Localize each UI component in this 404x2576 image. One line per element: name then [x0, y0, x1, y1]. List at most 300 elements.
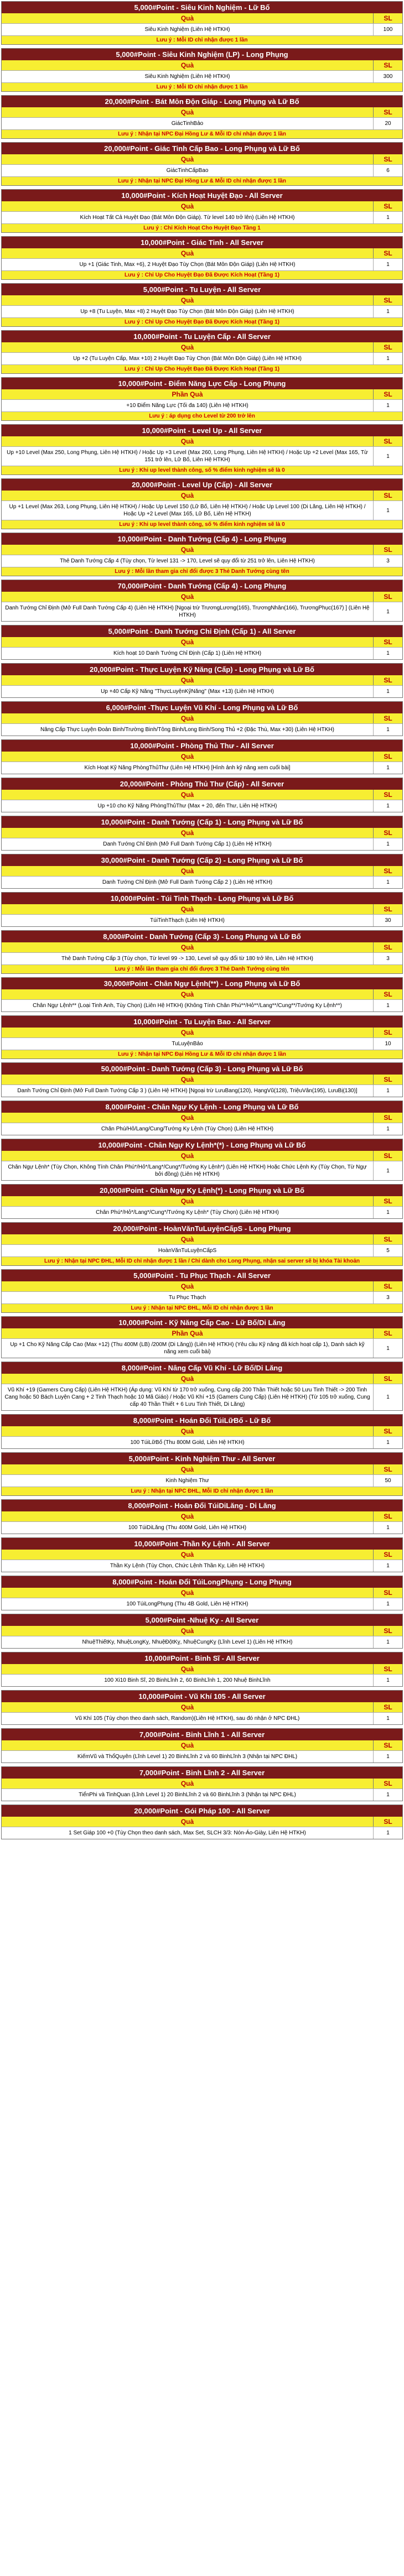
package-title: 5,000#Point -Nhuệ Ky - All Server: [2, 1614, 402, 1626]
package-header-row: [2, 1626, 402, 1636]
reward-qty: 1: [373, 1636, 402, 1648]
package-note: Lưu ý : Nhận tại NPC Đại Hồng Lư & Mỗi ID chỉ nhận được 1 lần: [2, 129, 402, 138]
reward-row: [2, 164, 402, 176]
header-qua: Quà: [180, 829, 194, 837]
reward-text: GiácTinhBảo: [171, 121, 204, 127]
header-qua: Quà: [180, 1427, 194, 1435]
package-box: [1, 533, 403, 576]
reward-row: [2, 1084, 402, 1097]
reward-text: Chân Ngự Lệnh* (Tùy Chọn, Không Tính Chân Phú*/Hỏ*/Lang*/Cung*/Tướng Ky Lệnh*) (Liên Hệ HTKH) Hoặc Chức Lệnh Ky (Tùy Chọn, Từ Ngự bởi đồng) (Liên Hệ HTKH): [8, 1164, 367, 1177]
header-sl: SL: [373, 1588, 402, 1598]
reward-qty: 50: [373, 1475, 402, 1487]
reward-text: Thần Ky Lệnh (Tùy Chọn, Chức Lệnh Thần Ky, Liên Hệ HTKH): [110, 1563, 265, 1569]
package-title: 10,000#Point - Tu Luyện Cấp - All Server: [2, 331, 402, 342]
package-box: [1, 778, 403, 812]
package-header-row: [2, 60, 402, 70]
header-sl: SL: [373, 1817, 402, 1827]
package-header-row: [2, 545, 402, 555]
reward-qty: 1: [373, 838, 402, 850]
reward-row: [2, 399, 402, 411]
package-header-row: [2, 1374, 402, 1384]
header-qua: Quà: [180, 1152, 194, 1160]
package-box: [1, 1139, 403, 1181]
header-qua: Quà: [180, 1466, 194, 1473]
reward-row: [2, 1436, 402, 1448]
header-qua: Quà: [180, 155, 194, 163]
header-sl: SL: [373, 1779, 402, 1788]
package-title: 8,000#Point - Chân Ngự Ky Lệnh - Long Phụng và Lữ Bố: [2, 1101, 402, 1113]
package-title: 6,000#Point -Thực Luyện Vũ Khí - Long Phụng và Lữ Bố: [2, 702, 402, 713]
package-box: [1, 1499, 403, 1534]
package-title: 30,000#Point - Chân Ngự Lệnh(**) - Long Phụng và Lữ Bố: [2, 978, 402, 989]
package-header-row: [2, 107, 402, 117]
package-title: 10,000#Point - Điểm Năng Lực Cấp - Long Phụng: [2, 378, 402, 389]
header-qua: Quà: [180, 676, 194, 684]
reward-row: [2, 1037, 402, 1050]
reward-text: Up +1 Level (Max 263, Long Phụng, Liên Hệ HTKH) / Hoặc Up Level 150 (Lữ Bố, Liên Hệ HTKH) / Hoặc Up Level 100 (Di Lăng, Liên Hệ HTKH) / Hoặc Up +2 Level (Max 165, Lữ Bố, Liên Hệ HTKH): [9, 504, 366, 517]
package-header-row: [2, 592, 402, 602]
package-header-row: [2, 637, 402, 647]
header-qua: Quà: [180, 1076, 194, 1083]
header-qua: Quà: [180, 202, 194, 210]
reward-qty: 10: [373, 1038, 402, 1050]
package-note: Lưu ý : Chỉ Kích Hoạt Cho Huyệt Đạo Tầng 1: [2, 223, 402, 232]
reward-text: Danh Tướng Chỉ Định (Mở Full Danh Tướng Cấp 1) (Liên Hệ HTKH): [103, 841, 272, 847]
reward-row: [2, 1521, 402, 1534]
reward-text: Kinh Nghiệm Thư: [165, 1478, 209, 1484]
package-title: 10,000#Point - Phòng Thủ Thư - All Server: [2, 740, 402, 752]
reward-row: [2, 762, 402, 774]
header-qua: Quà: [180, 492, 194, 499]
reward-qty: 1: [373, 447, 402, 466]
package-box: [1, 95, 403, 139]
reward-text: Danh Tướng Chỉ Định (Mở Full Danh Tướng Cấp 3 ) (Liên Hệ HTKH) [Ngoại trừ LưuBang(120), HạngVũ(128), TriệuVân(195), LưuBị(130)]: [17, 1088, 358, 1094]
header-qua: Quà: [180, 249, 194, 257]
header-sl: SL: [373, 675, 402, 685]
package-box: [1, 1062, 403, 1097]
header-qua: Quà: [180, 1627, 194, 1635]
reward-text: Vũ Khí +19 (Gamers Cung Cấp) (Liên Hệ HTKH) (Áp dụng: Vũ Khí từ 170 trở xuống, Cung cấp 200 Thần Thiết hoặc 50 Lưu Tinh Thiết -> 200 Tinh Cang hoặc 50 Bách Luyện Cang + 2 Tinh Thạch hoặc 10 Mã Giáo) / Hoặc Vũ Khí +15 (Gamers Cung Cấp) (Liên Hệ HTKH) (Từ 105 trở xuống, Cung cấp 40 Thần Thiết + 6 Lưu Tinh Thiết, Di Lăng): [4, 1387, 370, 1407]
reward-text: Chân Ngự Lệnh** (Loại Tinh Anh, Tùy Chọn) (Liên Hệ HTKH) (Không Tính Chân Phú**/Hỏ**/Lang**/Cung**/Tướng Ky Lệnh**): [33, 1003, 342, 1009]
package-title: 10,000#Point - Giác Tinh - All Server: [2, 237, 402, 248]
package-title: 20,000#Point - Phòng Thủ Thư (Cấp) - All Server: [2, 778, 402, 790]
reward-qty: 1: [373, 800, 402, 812]
package-box: [1, 236, 403, 280]
package-note: Lưu ý : Mỗi ID chỉ nhận được 1 lần: [2, 82, 402, 91]
reward-qty: 1: [373, 1560, 402, 1572]
reward-row: [2, 876, 402, 888]
package-header-row: [2, 342, 402, 352]
package-note: Lưu ý : Khi up level thành công, số % điểm kinh nghiệm sẽ là 0: [2, 466, 402, 474]
package-header-row: [2, 1151, 402, 1161]
reward-qty: 1: [373, 306, 402, 317]
header-qua: Quà: [180, 546, 194, 554]
header-qua: Quà: [180, 715, 194, 722]
package-title: 5,000#Point - Siêu Kinh Nghiệm - Lữ Bố: [2, 2, 402, 13]
package-header-row: [2, 713, 402, 723]
package-box: [1, 377, 403, 421]
header-sl: SL: [373, 1626, 402, 1636]
reward-row: [2, 1206, 402, 1218]
header-qua: Quà: [180, 296, 194, 304]
header-sl: SL: [373, 107, 402, 117]
reward-qty: 3: [373, 1292, 402, 1303]
header-sl: SL: [373, 1281, 402, 1291]
reward-row: [2, 952, 402, 964]
reward-qty: 1: [373, 1827, 402, 1839]
reward-row: [2, 1560, 402, 1572]
header-qua: Quà: [180, 1665, 194, 1673]
reward-row: [2, 352, 402, 364]
header-qua: Quà: [180, 1703, 194, 1711]
package-title: 20,000#Point - HoànVănTuLuyệnCấpS - Long Phụng: [2, 1223, 402, 1234]
reward-row: [2, 800, 402, 812]
package-header-row: [2, 295, 402, 305]
reward-row: [2, 23, 402, 35]
header-sl: SL: [373, 1234, 402, 1244]
reward-row: [2, 1598, 402, 1610]
header-sl: SL: [373, 989, 402, 999]
package-note: Lưu ý : áp dụng cho Level từ 200 trở lên: [2, 411, 402, 420]
package-title: 20,000#Point - Thực Luyện Kỹ Năng (Cấp) - Long Phụng và Lữ Bố: [2, 664, 402, 675]
header-sl: SL: [373, 1464, 402, 1474]
reward-text: Kích hoạt 10 Danh Tướng Chỉ Định (Cấp 1) (Liên Hệ HTKH): [113, 650, 262, 656]
header-sl: SL: [373, 1740, 402, 1750]
reward-row: [2, 1123, 402, 1135]
package-note: Lưu ý : Mỗi lần tham gia chỉ đổi được 3 Thẻ Danh Tướng cùng tên: [2, 567, 402, 576]
header-sl: SL: [373, 60, 402, 70]
header-sl: SL: [373, 1075, 402, 1084]
reward-qty: 30: [373, 915, 402, 926]
header-sl: SL: [373, 248, 402, 258]
reward-text: 100 TúiDiLăng (Thu 400M Gold, Liên Hệ HTKH): [128, 1525, 247, 1531]
package-note: Lưu ý : Mỗi lần tham gia chỉ đổi được 3 Thẻ Danh Tướng cùng tên: [2, 964, 402, 973]
header-sl: SL: [373, 154, 402, 164]
reward-qty: 1: [373, 1675, 402, 1686]
reward-qty: 6: [373, 165, 402, 176]
reward-qty: 1: [373, 1207, 402, 1218]
reward-text: Up +2 (Tu Luyện Cấp, Max +10) 2 Huyệt Đạo Tùy Chọn (Bát Môn Độn Giáp) (Liên Hệ HTKH): [73, 356, 302, 362]
reward-text: 100 TúiLữBố (Thu 800M Gold, Liên Hệ HTKH): [130, 1440, 245, 1446]
package-header-row: [2, 790, 402, 800]
header-sl: SL: [373, 1374, 402, 1384]
package-box: [1, 1, 403, 45]
package-header-row: [2, 1817, 402, 1827]
header-qua: Quà: [180, 791, 194, 799]
reward-text: +10 Điểm Năng Lực (Tối đa 140) (Liên Hệ HTKH): [126, 403, 248, 409]
package-title: 10,000#Point - Kỹ Năng Cấp Cao - Lữ Bố/Di Lăng: [2, 1317, 402, 1328]
package-box: [1, 142, 403, 186]
reward-qty: 1: [373, 877, 402, 888]
reward-row: [2, 685, 402, 697]
reward-text: Up +10 Level (Max 250, Long Phụng, Liên Hệ HTKH) / Hoặc Up +3 Level (Max 260, Long Phụng, Liên Hệ HTKH) / Hoặc Up +2 Level (Max 165, Từ 151 trở lên, Lữ Bố, Liên Hệ HTKH): [7, 450, 368, 463]
reward-qty: 1: [373, 1085, 402, 1097]
package-box: [1, 663, 403, 698]
package-title: 10,000#Point - Binh Sĩ - All Server: [2, 1652, 402, 1664]
package-header-row: [2, 989, 402, 999]
reward-qty: 1: [373, 212, 402, 223]
package-title: 20,000#Point - Level Up (Cấp) - All Server: [2, 479, 402, 491]
reward-row: [2, 999, 402, 1011]
package-header-row: [2, 1740, 402, 1750]
header-sl: SL: [373, 713, 402, 723]
package-header-row: [2, 201, 402, 211]
reward-text: KiếmVũ và ThổQuyên (Lĩnh Level 1) 20 BinhLĩnh 2 và 60 BinhLĩnh 3 (Nhận tại NPC ĐHL): [77, 1754, 298, 1760]
header-sl: SL: [373, 1664, 402, 1674]
reward-qty: 1: [373, 724, 402, 736]
reward-qty: 1: [373, 648, 402, 659]
header-qua: Quà: [180, 14, 194, 22]
package-header-row: [2, 675, 402, 685]
package-note: Lưu ý : Nhận tại NPC ĐHL, Mỗi ID chỉ nhận được 1 lần / Chỉ dành cho Long Phụng, nhận sai server sẽ bị khóa Tài khoản: [2, 1256, 402, 1265]
header-sl: SL: [373, 436, 402, 446]
header-qua: Quà: [180, 1235, 194, 1243]
header-sl: SL: [373, 592, 402, 602]
reward-row: [2, 1712, 402, 1724]
package-title: 7,000#Point - Binh Lĩnh 2 - All Server: [2, 1767, 402, 1779]
package-title: 8,000#Point - Danh Tướng (Cấp 3) - Long Phụng và Lữ Bố: [2, 931, 402, 942]
reward-text: Nâng Cấp Thực Luyện Đoản Binh/Trường Binh/Tông Binh/Long Binh/Song Thủ +2 (Đặc Thù, Max +30) (Liên Hệ HTKH): [40, 727, 334, 733]
package-title: 5,000#Point - Danh Tướng Chỉ Định (Cấp 1) - All Server: [2, 625, 402, 637]
header-sl: SL: [373, 1196, 402, 1206]
reward-row: [2, 555, 402, 567]
header-qua: Quà: [180, 1818, 194, 1826]
reward-row: [2, 1750, 402, 1762]
header-qua: Quà: [180, 1551, 194, 1558]
package-title: 8,000#Point - Hoán Đổi TúiLongPhụng - Long Phụng: [2, 1576, 402, 1588]
reward-text: Up +1 (Giác Tinh, Max +6), 2 Huyệt Đạo Tùy Chọn (Bát Môn Độn Giáp) (Liên Hệ HTKH): [79, 262, 296, 268]
reward-row: [2, 1338, 402, 1358]
package-box: [1, 1537, 403, 1572]
package-header-row: [2, 1075, 402, 1084]
reward-row: [2, 1384, 402, 1410]
header-qua: Quà: [180, 61, 194, 69]
header-sl: SL: [373, 1426, 402, 1436]
header-qua: Quà: [180, 343, 194, 351]
header-sl: SL: [373, 637, 402, 647]
reward-text: TiểnPhi và TinhQuan (Lĩnh Level 1) 20 BinhLĩnh 2 và 60 BinhLĩnh 3 (Nhận tại NPC ĐHL): [79, 1792, 296, 1798]
reward-text: Chân Phú/Hỏ/Lang/Cung/Tướng Ky Lệnh (Tùy Chọn) (Liên Hệ HTKH): [101, 1126, 274, 1132]
package-note: Lưu ý : Nhận tại NPC ĐHL, Mỗi ID chỉ nhận được 1 lần: [2, 1487, 402, 1495]
package-header-row: [2, 1328, 402, 1338]
package-box: [1, 1184, 403, 1219]
package-note: Lưu ý : Chỉ Up Cho Huyệt Đạo Đã Được Kích Hoạt (Tầng 1): [2, 317, 402, 326]
header-sl: SL: [373, 904, 402, 914]
header-qua: Phần Quà: [172, 1329, 203, 1337]
reward-row: [2, 647, 402, 659]
package-title: 10,000#Point - Túi Tinh Thạch - Long Phụng và Lữ Bố: [2, 893, 402, 904]
header-qua: Quà: [180, 1197, 194, 1205]
package-title: 70,000#Point - Danh Tướng (Cấp 4) - Long Phụng: [2, 580, 402, 592]
reward-qty: 3: [373, 555, 402, 567]
package-box: [1, 478, 403, 529]
package-box: [1, 1690, 403, 1725]
reward-qty: 1: [373, 1161, 402, 1180]
header-sl: SL: [373, 201, 402, 211]
header-qua: Quà: [180, 753, 194, 760]
reward-text: Thẻ Danh Tướng Cấp 3 (Tùy chọn, Từ level 99 -> 130, Level sẽ quy đổi từ 180 trở lên, Liên Hệ HTKH): [61, 956, 313, 962]
reward-qty: 1: [373, 400, 402, 411]
reward-text: Up +40 Cấp Kỹ Năng "ThựcLuyệnKỹNăng" (Max +13) (Liên Hệ HTKH): [101, 689, 274, 695]
reward-text: Kích Hoạt Kỹ Năng PhòngThủThư (Liên Hệ HTKH) [Hình ảnh kỹ năng xem cuối bài]: [84, 765, 291, 771]
header-qua: Quà: [180, 437, 194, 445]
package-title: 10,000#Point - Level Up - All Server: [2, 425, 402, 436]
header-qua: Quà: [180, 1114, 194, 1122]
reward-qty: 1: [373, 1713, 402, 1724]
header-qua: Quà: [180, 867, 194, 875]
package-header-row: [2, 1113, 402, 1123]
header-sl: SL: [373, 1702, 402, 1712]
package-box: [1, 48, 403, 92]
reward-text: Siêu Kinh Nghiệm (Liên Hệ HTKH): [144, 74, 230, 80]
reward-qty: 100: [373, 24, 402, 35]
reward-row: [2, 1674, 402, 1686]
package-header-row: [2, 1511, 402, 1521]
package-box: [1, 1652, 403, 1687]
reward-text: Up +8 (Tu Luyện, Max +8) 2 Huyệt Đạo Tùy Chọn (Bát Môn Độn Giáp) (Liên Hệ HTKH): [80, 309, 294, 315]
package-title: 5,000#Point - Kinh Nghiệm Thư - All Server: [2, 1453, 402, 1464]
reward-row: [2, 1474, 402, 1487]
package-note: Lưu ý : Nhận tại NPC ĐHL, Mỗi ID chỉ nhận được 1 lần: [2, 1303, 402, 1312]
package-header-row: [2, 154, 402, 164]
package-title: 10,000#Point - Chân Ngự Ky Lệnh*(*) - Long Phụng và Lữ Bố: [2, 1139, 402, 1151]
package-header-row: [2, 248, 402, 258]
reward-text: NhuệThiếtKy, NhuệLongKỵ, NhuệĐộtKỵ, NhuệCungKỵ (Lĩnh Level 1) (Liên Hệ HTKH): [82, 1639, 293, 1645]
header-sl: SL: [373, 389, 402, 399]
package-title: 10,000#Point - Vũ Khí 105 - All Server: [2, 1691, 402, 1702]
header-sl: SL: [373, 13, 402, 23]
package-box: [1, 1222, 403, 1266]
package-title: 30,000#Point - Danh Tướng (Cấp 2) - Long Phụng và Lữ Bố: [2, 854, 402, 866]
reward-qty: 1: [373, 1751, 402, 1762]
package-title: 7,000#Point - Binh Lĩnh 1 - All Server: [2, 1729, 402, 1740]
package-box: [1, 1728, 403, 1763]
header-sl: SL: [373, 828, 402, 838]
header-qua: Quà: [180, 593, 194, 601]
package-header-row: [2, 752, 402, 762]
header-sl: SL: [373, 491, 402, 500]
reward-qty: 1: [373, 1123, 402, 1135]
package-title: 10,000#Point - Danh Tướng (Cấp 1) - Long Phụng và Lữ Bố: [2, 816, 402, 828]
package-header-row: [2, 436, 402, 446]
package-box: [1, 892, 403, 927]
reward-qty: 1: [373, 259, 402, 270]
package-box: [1, 189, 403, 233]
reward-qty: 1: [373, 1789, 402, 1801]
package-box: [1, 1452, 403, 1496]
package-box: [1, 930, 403, 974]
reward-qty: 1: [373, 353, 402, 364]
header-qua: Quà: [180, 1589, 194, 1597]
package-header-row: [2, 13, 402, 23]
reward-text: Danh Tướng Chỉ Định (Mở Full Danh Tướng Cấp 4) (Liên Hệ HTKH) [Ngoại trừ TrươngLương(165), TrươngNhân(166), TrươngPhục(167) ] (Liên Hệ HTKH): [5, 605, 370, 618]
reward-row: [2, 723, 402, 736]
package-title: 5,000#Point - Tu Phục Thạch - All Server: [2, 1270, 402, 1281]
reward-qty: 1: [373, 1384, 402, 1410]
package-box: [1, 1269, 403, 1313]
package-title: 10,000#Point - Kích Hoạt Huyệt Đạo - All Server: [2, 190, 402, 201]
header-sl: SL: [373, 752, 402, 762]
package-box: [1, 1614, 403, 1649]
header-qua: Phần Quà: [172, 390, 203, 398]
package-title: 20,000#Point - Chân Ngự Ky Lệnh(*) - Long Phụng và Lữ Bố: [2, 1185, 402, 1196]
package-box: [1, 1362, 403, 1411]
package-title: 8,000#Point - Nâng Cấp Vũ Khí - Lữ Bố/Di Lăng: [2, 1362, 402, 1374]
package-title: 5,000#Point - Siêu Kinh Nghiệm (LP) - Long Phụng: [2, 49, 402, 60]
package-header-row: [2, 904, 402, 914]
header-sl: SL: [373, 342, 402, 352]
reward-qty: 1: [373, 686, 402, 697]
reward-row: [2, 1788, 402, 1801]
package-box: [1, 739, 403, 774]
package-header-row: [2, 1702, 402, 1712]
package-box: [1, 1805, 403, 1839]
package-box: [1, 1015, 403, 1059]
header-qua: Quà: [180, 1780, 194, 1787]
reward-row: [2, 500, 402, 520]
reward-row: [2, 1636, 402, 1648]
reward-text: 100 TúiLongPhụng (Thu 4B Gold, Liên Hệ HTKH): [126, 1601, 248, 1607]
header-sl: SL: [373, 1511, 402, 1521]
package-header-row: [2, 1464, 402, 1474]
package-title: 20,000#Point - Gói Pháp 100 - All Server: [2, 1805, 402, 1817]
reward-qty: 1: [373, 762, 402, 774]
reward-text: Chân Phú*/Hỏ*/Lang*/Cung*/Tướng Ky Lệnh* (Tùy Chọn) (Liên Hệ HTKH): [96, 1209, 279, 1216]
package-note: Lưu ý : Mỗi ID chỉ nhận được 1 lần: [2, 35, 402, 44]
package-title: 8,000#Point - Hoán Đổi TúiDiLăng - Di Lăng: [2, 1500, 402, 1511]
reward-row: [2, 258, 402, 270]
reward-text: Kích Hoạt Tất Cả Huyệt Đạo (Bát Môn Độn Giáp). Từ level 140 trở lên) (Liên Hệ HTKH): [80, 215, 295, 221]
reward-text: Up +1 Cho Kỹ Năng Cấp Cao (Max +12) (Thu 400M (LB) /200M (Di Lăng)) (Liên Hệ HTKH) (Yêu cầu Kỹ năng đã kích hoạt cấp 1), Danh sách kỹ năng xem cuối bài): [10, 1342, 365, 1355]
header-qua: Quà: [180, 1029, 194, 1036]
reward-qty: 1: [373, 1339, 402, 1358]
package-box: [1, 283, 403, 327]
header-qua: Quà: [180, 1282, 194, 1290]
package-box: [1, 1414, 403, 1449]
header-sl: SL: [373, 790, 402, 800]
reward-text: 1 Set Giáp 100 +0 (Tùy Chọn theo danh sách, Max Set, SLCH 3/3: Nón-Áo-Giày, Liên Hệ HTKH): [69, 1830, 306, 1836]
package-box: [1, 580, 403, 622]
package-note: Lưu ý : Chỉ Up Cho Huyệt Đạo Đã Được Kích Hoạt (Tầng 1): [2, 270, 402, 279]
package-header-row: [2, 1234, 402, 1244]
header-qua: Quà: [180, 905, 194, 913]
package-title: 10,000#Point -Thần Ky Lệnh - All Server: [2, 1538, 402, 1550]
reward-row: [2, 602, 402, 621]
reward-text: Thẻ Danh Tướng Cấp 4 (Tùy chọn, Từ level 131 -> 170, Level sẽ quy đổi từ 251 trở lên, Liên Hệ HTKH): [60, 558, 315, 564]
reward-qty: 1: [373, 1437, 402, 1448]
package-box: [1, 1766, 403, 1801]
reward-row: [2, 1161, 402, 1180]
header-sl: SL: [373, 1151, 402, 1161]
reward-text: TuLuyệnBảo: [172, 1041, 203, 1047]
header-sl: SL: [373, 1550, 402, 1560]
reward-qty: 1: [373, 1000, 402, 1011]
header-qua: Quà: [180, 1741, 194, 1749]
reward-row: [2, 211, 402, 223]
package-title: 5,000#Point - Tu Luyện - All Server: [2, 284, 402, 295]
package-header-row: [2, 1779, 402, 1788]
reward-row: [2, 70, 402, 82]
package-box: [1, 701, 403, 736]
package-header-row: [2, 491, 402, 500]
package-header-row: [2, 1426, 402, 1436]
package-header-row: [2, 389, 402, 399]
package-title: 20,000#Point - Giác Tinh Cấp Bao - Long Phụng và Lữ Bố: [2, 143, 402, 154]
reward-text: Vũ Khí 105 (Tùy chọn theo danh sách, Random)(Liên Hệ HTKH), sau đó nhận ở NPC ĐHL): [75, 1715, 300, 1722]
header-sl: SL: [373, 942, 402, 952]
package-note: Lưu ý : Khi up level thành công, số % điểm kinh nghiệm sẽ là 0: [2, 520, 402, 529]
header-sl: SL: [373, 866, 402, 876]
